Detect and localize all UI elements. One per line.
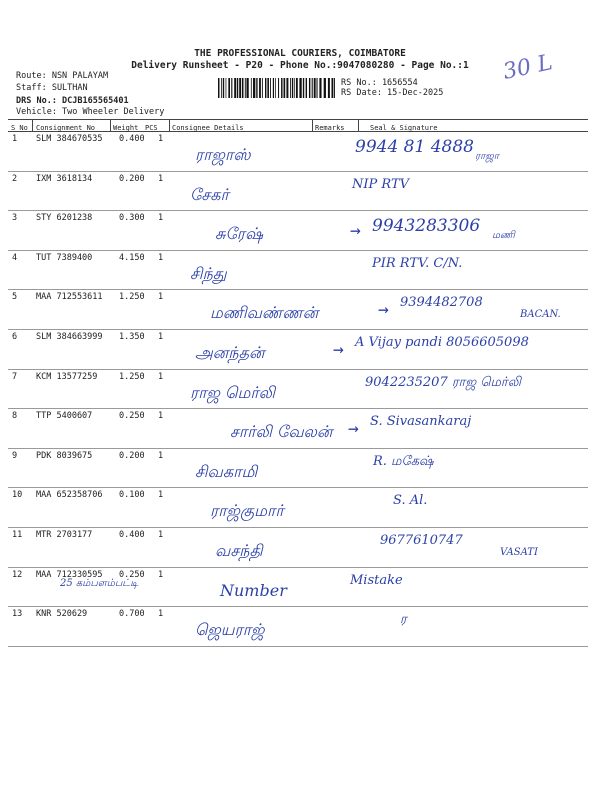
row-sno: 1 [12,134,18,144]
handwritten-corner-note: 30 L [500,50,555,85]
handwritten-arrow-mark: → [378,299,389,321]
row-sno: 9 [12,450,18,461]
row-divider [8,171,588,172]
row-consignee-handwritten: சிவகாமி [195,461,258,481]
row-consignment-no: PDK 8039675 [36,450,93,461]
row-consignee-handwritten: சேகர் [190,184,229,204]
row-weight: 1.350 [119,332,145,342]
row-sno: 12 [12,569,23,580]
row-pcs: 1 [158,252,164,263]
row-pcs: 1 [158,490,164,501]
row-consignment-no: STY 6201238 [36,213,93,224]
row-signature-handwritten: 9943283306 [372,216,481,237]
header-sep [358,119,359,132]
header-sep [32,119,33,132]
row-consignment-no: MAA 652358706 [36,490,103,501]
row-consignment-no: TTP 5400607 [36,411,93,422]
row-weight: 0.400 [119,134,145,144]
row-consignee-handwritten: அனந்தன் [195,343,265,362]
route-label: Route: NSN PALAYAM [16,71,109,81]
row-signature-extra: மணி [492,230,515,242]
drs-label: DRS No.: DCJB165565401 [16,96,129,106]
row-divider [8,448,588,449]
table-top-border [8,119,588,120]
handwritten-arrow-mark: → [350,220,361,242]
row-pcs: 1 [158,411,164,422]
row-sno: 8 [12,411,18,422]
vehicle-label: Vehicle: Two Wheeler Delivery [16,107,165,117]
row-weight: 0.700 [119,609,145,620]
row-consignee-handwritten: ராஜாஸ் [195,145,251,164]
row-weight: 0.250 [119,569,145,580]
row-signature-handwritten: R. மகேஷ் [373,453,434,469]
row-pcs: 1 [158,450,164,461]
col-header-pcs: PCS [145,124,158,132]
row-divider [8,369,588,370]
row-signature-extra: ராஜா [475,151,499,162]
row-sno: 4 [12,252,18,263]
row-pcs: 1 [158,530,164,540]
row-consignment-no: IXM 3618134 [36,173,93,184]
row-consignment-no: KNR 520629 [36,609,88,620]
company-title: THE PROFESSIONAL COURIERS, COIMBATORE [194,48,406,59]
col-header-sno: S No [11,124,28,132]
header-sep [169,119,170,132]
runsheet-subtitle: Delivery Runsheet - P20 - Phone No.:9047080280 - Page No.:1 [131,60,469,71]
row-signature-handwritten: NIP RTV [352,176,410,192]
row-consignee-handwritten: மணிவண்ணன் [210,303,319,323]
row-consignment-no: SLM 384663999 [36,332,103,342]
row-consignment-no: MAA 712553611 [36,292,103,303]
row-signature-handwritten: 9677610747 [380,533,463,548]
row-pcs: 1 [158,371,164,382]
row-divider [8,487,588,488]
row-consignee-handwritten: சார்லி வேலன் [230,422,333,442]
row-weight: 0.300 [119,213,145,224]
row-divider [8,567,588,568]
row-pcs: 1 [158,213,164,224]
row-sno: 7 [12,371,18,382]
row-pcs: 1 [158,569,164,580]
row-divider [8,646,588,647]
row-consignment-no: SLM 384670535 [36,134,103,144]
row-consignee-handwritten: சிந்து [190,263,227,283]
row-consignment-no: MTR 2703177 [36,530,93,540]
row-consignee-handwritten: ஜெயராஜ் [195,620,265,640]
row-weight: 1.250 [119,292,145,303]
row-divider [8,408,588,409]
row-divider [8,527,588,528]
col-header-remarks: Remarks [315,124,345,132]
barcode-image [218,78,336,98]
row-divider [8,329,588,330]
handwritten-arrow-mark: → [333,339,344,360]
row-divider [8,250,588,251]
row-signature-handwritten: Mistake [350,572,403,588]
row-signature-handwritten: 9042235207 ராஜ மெர்லி [365,374,521,390]
row-pcs: 1 [158,332,164,342]
row-signature-handwritten: A Vijay pandi 8056605098 [355,335,529,350]
col-header-signature: Seal & Signature [370,124,438,132]
row-signature-handwritten: S. Sivasankaraj [370,414,472,430]
row-consignee-handwritten: ராஜ மெர்லி [190,382,276,402]
row-extra-note: 25 கம்பளம்பட்டி [60,577,139,589]
handwritten-arrow-mark: → [348,418,359,440]
row-consignee-handwritten: சுரேஷ் [215,224,263,244]
header-sep [110,119,111,132]
row-sno: 13 [12,609,23,620]
row-weight: 4.150 [119,252,145,263]
row-consignee-handwritten: Number [220,580,287,600]
row-weight: 0.250 [119,411,145,422]
row-weight: 0.200 [119,450,145,461]
row-sno: 5 [12,292,18,303]
col-header-consignment: Consignment No [36,124,96,132]
row-weight: 1.250 [119,371,145,382]
row-consignment-no: MAA 712330595 [36,569,103,580]
header-sep [312,119,313,132]
rs-date-label: RS Date: 15-Dec-2025 [341,88,444,98]
row-consignee-handwritten: வசந்தி [215,541,263,560]
row-signature-handwritten: 9394482708 [400,295,483,311]
row-pcs: 1 [158,609,164,620]
row-divider [8,606,588,607]
row-sno: 6 [12,332,18,342]
col-header-consignee: Consignee Details [172,124,244,132]
row-consignee-handwritten: ராஜ்குமார் [210,501,284,521]
row-signature-extra: BACAN. [520,309,561,321]
row-signature-handwritten: ர [400,612,407,628]
row-weight: 0.100 [119,490,145,501]
row-signature-handwritten: 9944 81 4888 [355,137,474,157]
rs-no-label: RS No.: 1656554 [341,78,418,88]
row-signature-extra: VASATI [500,547,538,558]
row-sno: 2 [12,173,18,184]
row-sno: 11 [12,530,23,540]
col-header-weight: Weight [113,124,139,132]
row-sno: 3 [12,213,18,224]
row-consignment-no: TUT 7389400 [36,252,93,263]
row-sno: 10 [12,490,23,501]
row-divider [8,289,588,290]
staff-label: Staff: SULTHAN [16,83,88,93]
row-weight: 0.400 [119,530,145,540]
row-pcs: 1 [158,173,164,184]
row-divider [8,210,588,211]
row-pcs: 1 [158,292,164,303]
row-consignment-no: KCM 13577259 [36,371,98,382]
row-signature-handwritten: PIR RTV. C/N. [372,255,463,271]
row-pcs: 1 [158,134,164,144]
row-signature-handwritten: S. Al. [393,493,428,509]
row-weight: 0.200 [119,173,145,184]
